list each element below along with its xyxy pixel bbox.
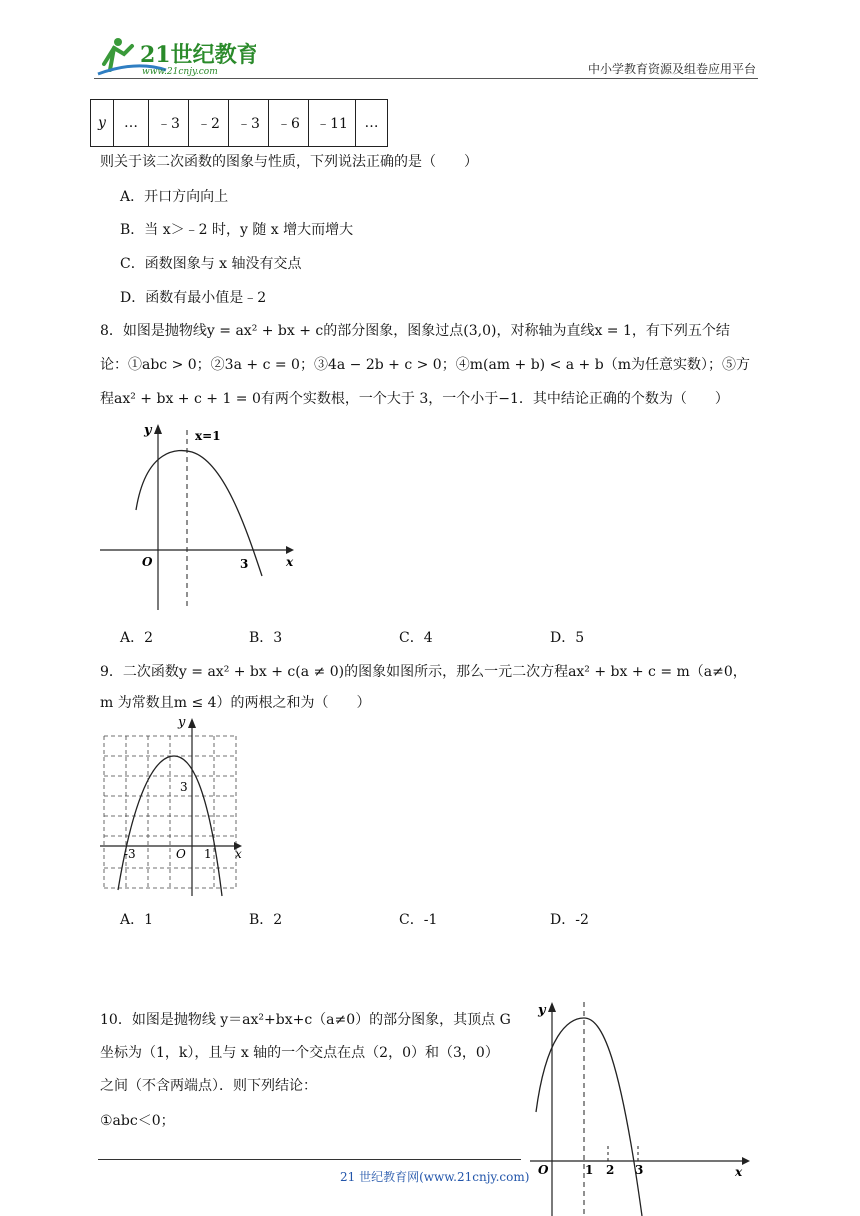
q10-origin-label: O bbox=[538, 1163, 549, 1177]
table-cell: ﹣3 bbox=[229, 100, 269, 147]
q8-parabola-graph bbox=[96, 418, 302, 614]
value-table bbox=[90, 99, 388, 147]
logo-text: 21世纪教育 bbox=[140, 42, 256, 68]
table-cell: ﹣11 bbox=[309, 100, 356, 147]
table-cell: ﹣6 bbox=[269, 100, 309, 147]
q7-option-c: C．函数图象与 x 轴没有交点 bbox=[120, 256, 302, 272]
q7-stem: 则关于该二次函数的图象与性质，下列说法正确的是（ ） bbox=[100, 154, 478, 170]
header-divider bbox=[94, 78, 758, 79]
q9-tick-3: 3 bbox=[180, 780, 188, 794]
q7-option-b: B．当 x＞﹣2 时，y 随 x 增大而增大 bbox=[120, 222, 354, 238]
q10-tick-3: 3 bbox=[635, 1163, 644, 1177]
q8-stem-line1: 8．如图是抛物线y = ax² + bx + c的部分图象，图象过点(3,0)，对称轴为直线x = 1，有下列五个结 bbox=[100, 323, 730, 339]
q9-tick-neg3: -3 bbox=[124, 847, 136, 861]
q10-parabola-graph bbox=[522, 996, 760, 1216]
q8-stem-line2: 论：①abc > 0；②3a + c = 0；③4a − 2b + c > 0；④m(am + b) < a + b（m为任意实数）；⑤方 bbox=[100, 357, 750, 373]
q10-tick-1: 1 bbox=[585, 1163, 594, 1177]
footer-link[interactable]: 21 世纪教育网(www.21cnjy.com) bbox=[340, 1170, 530, 1184]
table-cell: ﹣2 bbox=[189, 100, 229, 147]
q8-option-d: D．5 bbox=[550, 630, 585, 646]
q8-x-label: x bbox=[286, 555, 294, 569]
q10-stem-line3: 之间（不含两端点）．则下列结论： bbox=[100, 1078, 317, 1094]
q9-y-label: y bbox=[178, 715, 186, 730]
q9-grid-graph bbox=[96, 712, 248, 898]
q8-tick-3: 3 bbox=[240, 557, 249, 571]
q8-stem-line3: 程ax² + bx + c + 1 = 0有两个实数根，一个大于 3，一个小于−1．其中结论正确的个数为（ ） bbox=[100, 391, 729, 407]
table-row bbox=[91, 100, 388, 147]
q9-tick-1: 1 bbox=[204, 847, 212, 861]
table-cell: … bbox=[114, 100, 149, 147]
q8-option-c: C．4 bbox=[399, 630, 433, 646]
q9-stem-line2: m 为常数且m ≤ 4）的两根之和为（ ） bbox=[100, 695, 371, 711]
q8-origin-label: O bbox=[142, 555, 153, 569]
header-platform-text: 中小学教育资源及组卷应用平台 bbox=[587, 62, 756, 76]
footer-divider bbox=[98, 1159, 521, 1160]
q9-option-c: C．-1 bbox=[399, 912, 438, 928]
q10-x-label: x bbox=[735, 1165, 743, 1179]
q8-option-a: A．2 bbox=[120, 630, 154, 646]
q9-origin-label: O bbox=[176, 847, 186, 861]
q10-stem-line4: ①abc＜0； bbox=[100, 1113, 175, 1129]
q10-y-label: y bbox=[538, 1003, 546, 1018]
q10-stem-line2: 坐标为（1，k），且与 x 轴的一个交点在点（2，0）和（3，0） bbox=[100, 1045, 499, 1061]
q9-option-d: D．-2 bbox=[550, 912, 589, 928]
table-cell: y bbox=[91, 100, 114, 147]
q7-option-a: A．开口方向向上 bbox=[120, 189, 229, 205]
q9-stem-line1: 9．二次函数y = ax² + bx + c(a ≠ 0)的图象如图所示，那么一元二次方程ax² + bx + c = m（a≠0， bbox=[100, 664, 747, 680]
q8-option-b: B．3 bbox=[249, 630, 283, 646]
q8-axis-label: x=1 bbox=[195, 429, 221, 443]
q10-tick-2: 2 bbox=[606, 1163, 615, 1177]
logo-url: www.21cnjy.com bbox=[142, 67, 218, 76]
site-logo bbox=[96, 34, 256, 80]
q9-option-b: B．2 bbox=[249, 912, 283, 928]
table-cell: … bbox=[356, 100, 388, 147]
table-cell: ﹣3 bbox=[149, 100, 189, 147]
q8-y-label: y bbox=[144, 423, 152, 438]
q9-option-a: A．1 bbox=[120, 912, 154, 928]
q7-option-d: D．函数有最小值是﹣2 bbox=[120, 290, 267, 306]
q10-stem-line1: 10．如图是抛物线 y＝ax²+bx+c（a≠0）的部分图象，其顶点 G bbox=[100, 1012, 511, 1028]
q9-x-label: x bbox=[235, 847, 242, 861]
